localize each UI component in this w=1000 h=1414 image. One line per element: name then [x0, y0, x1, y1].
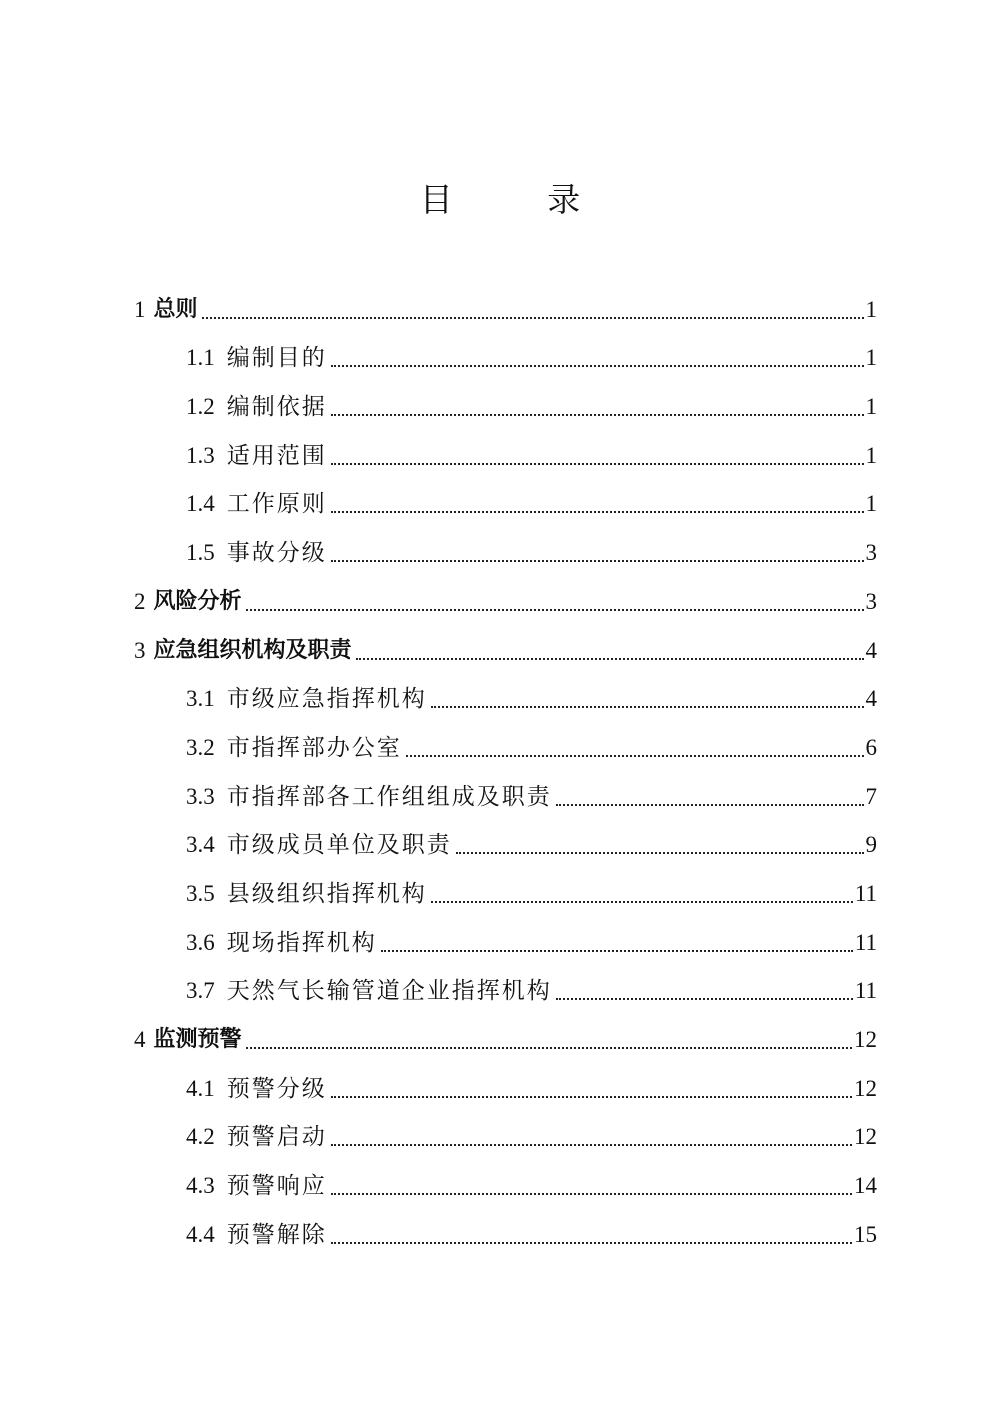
toc-section-entry[interactable] — [0, 714, 1000, 763]
toc-entry-label: 天然气长输管道企业指挥机构 — [226, 978, 552, 1005]
toc-entry-page-number: 12 — [854, 1124, 877, 1150]
toc-section-entry[interactable] — [0, 1201, 1000, 1250]
toc-section-entry[interactable] — [0, 666, 1000, 715]
toc-entry-page-number: 7 — [865, 783, 877, 809]
toc-section-entry[interactable] — [0, 958, 1000, 1007]
toc-entry-page-number: 4 — [865, 637, 877, 663]
toc-entry-number: 2 — [134, 588, 146, 614]
toc-entry-label: 编制依据 — [226, 394, 327, 421]
toc-entry-label: 编制目的 — [226, 345, 327, 372]
toc-entry-number: 3 — [134, 637, 146, 663]
dot-leader — [246, 1047, 852, 1049]
dot-leader — [331, 1242, 852, 1244]
page-title: 目 录 — [419, 180, 623, 219]
toc-entry-label: 市级应急指挥机构 — [226, 686, 427, 713]
toc-entry-page-number: 1 — [865, 394, 877, 420]
toc-entry-label: 县级组织指挥机构 — [226, 880, 427, 907]
toc-section-entry[interactable] — [0, 860, 1000, 909]
toc-entry-label: 预警响应 — [226, 1173, 327, 1200]
toc-entry-label: 应急组织机构及职责 — [153, 637, 352, 663]
dot-leader — [356, 658, 864, 660]
toc-entry-number: 4.3 — [186, 1173, 215, 1199]
toc-entry-number: 3.2 — [186, 734, 215, 760]
toc-entry-number: 1.5 — [186, 540, 215, 566]
toc-entry-number: 3.3 — [186, 783, 215, 809]
dot-leader — [331, 463, 864, 465]
toc-entry-page-number: 6 — [865, 734, 877, 760]
toc-section-entry[interactable] — [0, 422, 1000, 471]
toc-entry-page-number: 1 — [865, 442, 877, 468]
toc-entry-number: 3.7 — [186, 978, 215, 1004]
toc-entry-page-number: 14 — [854, 1173, 877, 1199]
toc-section-entry[interactable] — [0, 1055, 1000, 1104]
toc-section-entry[interactable] — [0, 1104, 1000, 1153]
dot-leader — [331, 511, 864, 513]
toc-entry-label: 预警启动 — [226, 1124, 327, 1151]
dot-leader — [456, 852, 864, 854]
dot-leader — [202, 317, 864, 319]
toc-entry-page-number: 11 — [854, 880, 877, 906]
toc-entry-number: 1.4 — [186, 491, 215, 517]
toc-entry-label: 事故分级 — [226, 540, 327, 567]
toc-entry-page-number: 4 — [865, 686, 877, 712]
toc-entry-page-number: 1 — [865, 491, 877, 517]
toc-entry-label: 预警分级 — [226, 1075, 327, 1102]
toc-entry-page-number: 3 — [865, 540, 877, 566]
dot-leader — [556, 998, 853, 1000]
toc-entry-label: 市指挥部各工作组组成及职责 — [226, 783, 552, 810]
toc-entry-label: 市指挥部办公室 — [226, 734, 402, 761]
toc-entry-page-number: 12 — [854, 1075, 877, 1101]
toc-entry-label: 市级成员单位及职责 — [226, 832, 452, 859]
dot-leader — [331, 365, 864, 367]
toc-entry-page-number: 15 — [854, 1221, 877, 1247]
toc-entry-number: 4 — [134, 1027, 146, 1052]
toc-chapter-entry[interactable] — [0, 276, 1000, 325]
toc-section-entry[interactable] — [0, 1152, 1000, 1201]
toc-entry-label: 总则 — [153, 296, 198, 322]
toc-entry-number: 4.1 — [186, 1075, 215, 1101]
toc-section-entry[interactable] — [0, 325, 1000, 374]
toc-entry-page-number: 12 — [854, 1027, 877, 1052]
toc-section-entry[interactable] — [0, 373, 1000, 422]
toc-entry-page-number: 11 — [854, 978, 877, 1004]
dot-leader — [556, 804, 864, 806]
toc-entry-label: 监测预警 — [153, 1027, 242, 1052]
dot-leader — [331, 560, 864, 562]
toc-entry-number: 4.4 — [186, 1221, 215, 1247]
toc-section-entry[interactable] — [0, 909, 1000, 958]
toc-entry-page-number: 1 — [865, 345, 877, 371]
toc-entry-number: 3.4 — [186, 832, 215, 858]
toc-entry-number: 3.5 — [186, 880, 215, 906]
toc-entry-number: 1 — [134, 296, 146, 322]
toc-chapter-entry[interactable] — [0, 568, 1000, 617]
dot-leader — [331, 1096, 852, 1098]
dot-leader — [331, 1193, 852, 1195]
toc-chapter-entry[interactable] — [0, 1006, 1000, 1055]
dot-leader — [331, 1144, 852, 1146]
dot-leader — [381, 950, 853, 952]
dot-leader — [406, 755, 864, 757]
toc-entry-label: 适用范围 — [226, 442, 327, 469]
toc-entry-page-number: 9 — [865, 832, 877, 858]
toc-section-entry[interactable] — [0, 519, 1000, 568]
toc-entry-label: 现场指挥机构 — [226, 929, 377, 956]
toc-entry-label: 工作原则 — [226, 491, 327, 518]
toc-entry-number: 1.1 — [186, 345, 215, 371]
dot-leader — [431, 706, 864, 708]
toc-entry-page-number: 3 — [865, 588, 877, 614]
dot-leader — [246, 609, 864, 611]
dot-leader — [431, 901, 853, 903]
dot-leader — [331, 414, 864, 416]
table-of-contents — [0, 276, 1000, 1250]
toc-entry-number: 1.2 — [186, 394, 215, 420]
toc-chapter-entry[interactable] — [0, 617, 1000, 666]
toc-entry-number: 4.2 — [186, 1124, 215, 1150]
toc-entry-number: 3.6 — [186, 929, 215, 955]
toc-entry-label: 风险分析 — [153, 588, 242, 614]
toc-entry-label: 预警解除 — [226, 1221, 327, 1248]
toc-entry-page-number: 11 — [854, 929, 877, 955]
toc-entry-number: 1.3 — [186, 442, 215, 468]
toc-entry-page-number: 1 — [865, 296, 877, 322]
toc-section-entry[interactable] — [0, 471, 1000, 520]
toc-section-entry[interactable] — [0, 812, 1000, 861]
toc-entry-number: 3.1 — [186, 686, 215, 712]
toc-section-entry[interactable] — [0, 763, 1000, 812]
